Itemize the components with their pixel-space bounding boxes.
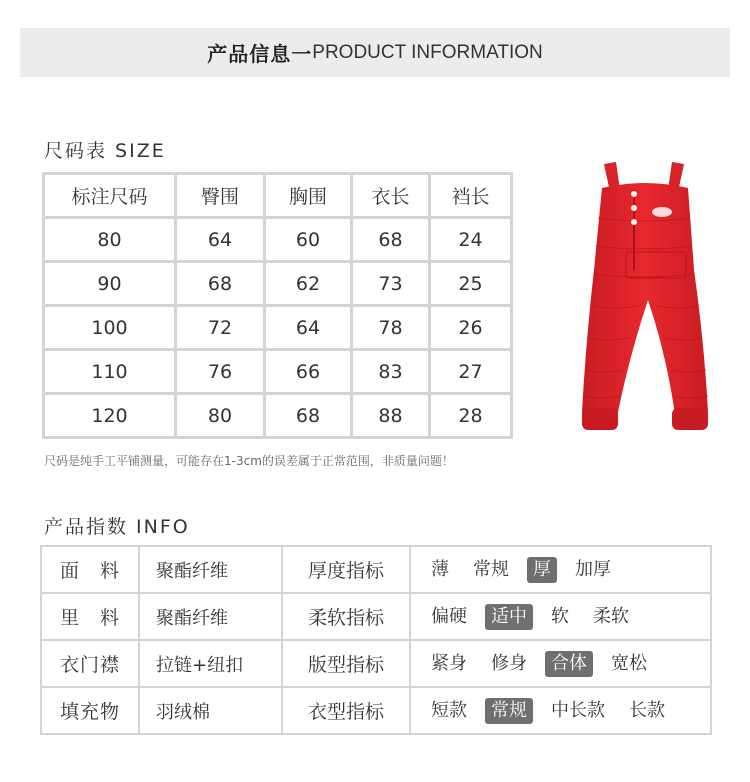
size-table-header-row	[44, 174, 512, 218]
size-cell: 73	[352, 262, 430, 306]
size-cell: 83	[352, 350, 430, 394]
info-value: 聚酯纤维	[139, 593, 282, 640]
info-index-label: 版型指标	[282, 640, 410, 687]
size-table	[42, 172, 513, 439]
option-tag: 软	[551, 605, 569, 627]
size-cell: 28	[430, 394, 512, 438]
info-row	[41, 593, 711, 640]
header-band	[20, 28, 730, 77]
size-col-header: 衣长	[352, 174, 430, 218]
size-cell: 66	[265, 350, 352, 394]
size-cell: 72	[176, 306, 265, 350]
size-section-label: 尺码表 SIZE	[44, 140, 166, 162]
info-options	[410, 687, 711, 734]
size-cell: 120	[44, 394, 176, 438]
info-options	[410, 640, 711, 687]
size-cell: 68	[176, 262, 265, 306]
size-col-header: 胸围	[265, 174, 352, 218]
info-index-label: 柔软指标	[282, 593, 410, 640]
info-section-label: 产品指数 INFO	[44, 516, 190, 538]
red-overalls-image	[576, 160, 712, 438]
size-measurement-note: 尺码是纯手工平铺测量，可能存在1-3cm的误差属于正常范围，非质量问题！	[44, 454, 454, 468]
info-table	[40, 545, 712, 735]
size-cell: 76	[176, 350, 265, 394]
option-tag: 中长款	[551, 699, 605, 721]
option-tag-selected: 适中	[485, 604, 533, 630]
size-cell: 80	[176, 394, 265, 438]
info-row	[41, 687, 711, 734]
size-cell: 68	[352, 218, 430, 262]
option-tag: 长款	[629, 699, 665, 721]
option-tag: 修身	[491, 652, 527, 674]
size-table-row	[44, 306, 512, 350]
info-label: 填充物	[41, 687, 139, 734]
info-row	[41, 640, 711, 687]
header-title-en: PRODUCT INFORMATION	[312, 41, 543, 63]
size-cell: 64	[176, 218, 265, 262]
info-value: 拉链+纽扣	[139, 640, 282, 687]
size-col-header: 标注尺码	[44, 174, 176, 218]
size-cell: 26	[430, 306, 512, 350]
info-index-label: 厚度指标	[282, 546, 410, 593]
option-tag: 紧身	[431, 652, 467, 674]
size-cell: 24	[430, 218, 512, 262]
option-tag: 薄	[431, 558, 449, 580]
info-label: 衣门襟	[41, 640, 139, 687]
size-table-row	[44, 218, 512, 262]
size-cell: 100	[44, 306, 176, 350]
size-cell: 88	[352, 394, 430, 438]
size-cell: 64	[265, 306, 352, 350]
info-label: 面 料	[41, 546, 139, 593]
size-table-row	[44, 394, 512, 438]
size-cell: 90	[44, 262, 176, 306]
info-label: 里 料	[41, 593, 139, 640]
option-tag-selected: 合体	[545, 651, 593, 677]
size-cell: 25	[430, 262, 512, 306]
option-tag-selected: 厚	[527, 557, 557, 583]
option-tag: 常规	[473, 558, 509, 580]
size-cell: 78	[352, 306, 430, 350]
option-tag: 柔软	[593, 605, 629, 627]
header-title-cn: 产品信息一	[207, 42, 313, 66]
size-cell: 110	[44, 350, 176, 394]
size-table-row	[44, 350, 512, 394]
info-row	[41, 546, 711, 593]
option-tag: 加厚	[575, 558, 611, 580]
option-tag: 宽松	[611, 652, 647, 674]
size-col-header: 裆长	[430, 174, 512, 218]
info-value: 聚酯纤维	[139, 546, 282, 593]
size-table-row	[44, 262, 512, 306]
size-col-header: 臀围	[176, 174, 265, 218]
size-cell: 62	[265, 262, 352, 306]
info-options	[410, 546, 711, 593]
info-options	[410, 593, 711, 640]
option-tag: 偏硬	[431, 605, 467, 627]
size-cell: 60	[265, 218, 352, 262]
info-index-label: 衣型指标	[282, 687, 410, 734]
size-cell: 80	[44, 218, 176, 262]
option-tag-selected: 常规	[485, 698, 533, 724]
info-value: 羽绒棉	[139, 687, 282, 734]
size-cell: 68	[265, 394, 352, 438]
size-cell: 27	[430, 350, 512, 394]
option-tag: 短款	[431, 699, 467, 721]
